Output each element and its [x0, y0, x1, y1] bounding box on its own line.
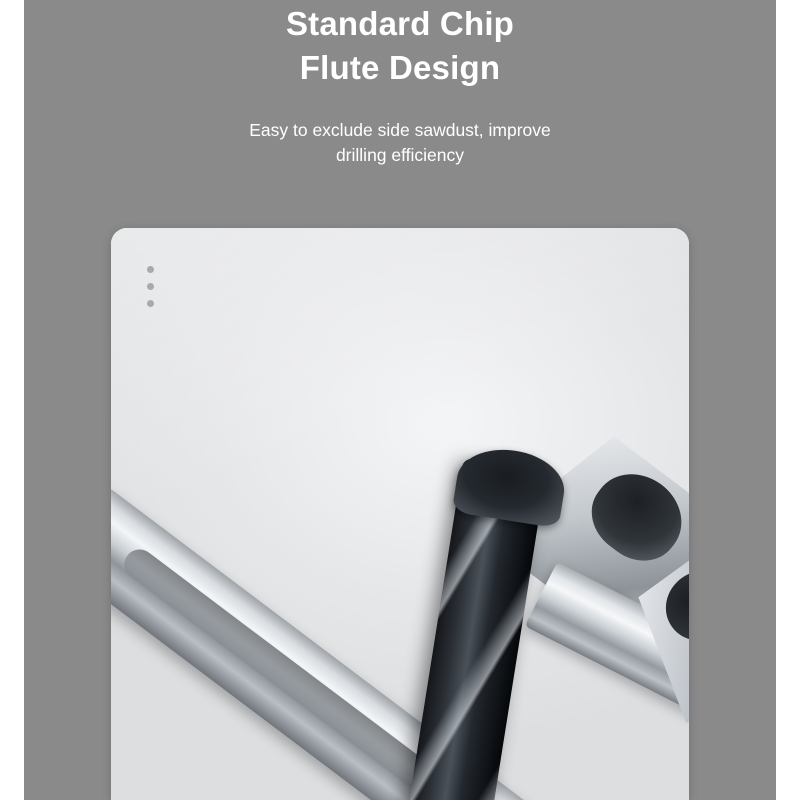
right-margin [776, 0, 800, 800]
left-margin [0, 0, 24, 800]
subheadline-line-1: Easy to exclude side sawdust, improve [249, 120, 551, 140]
dot-2 [147, 283, 154, 290]
headline [24, 2, 776, 90]
subheadline [24, 118, 776, 168]
headline-line-1: Standard Chip [285, 5, 515, 42]
vertical-dots-icon[interactable] [147, 266, 155, 307]
headline-line-2: Flute Design [299, 49, 501, 86]
dot-3 [147, 300, 154, 307]
subheadline-line-2: drilling efficiency [335, 145, 465, 165]
product-photo-card [111, 228, 689, 800]
drill-bits-illustration [111, 228, 689, 800]
dot-1 [147, 266, 154, 273]
